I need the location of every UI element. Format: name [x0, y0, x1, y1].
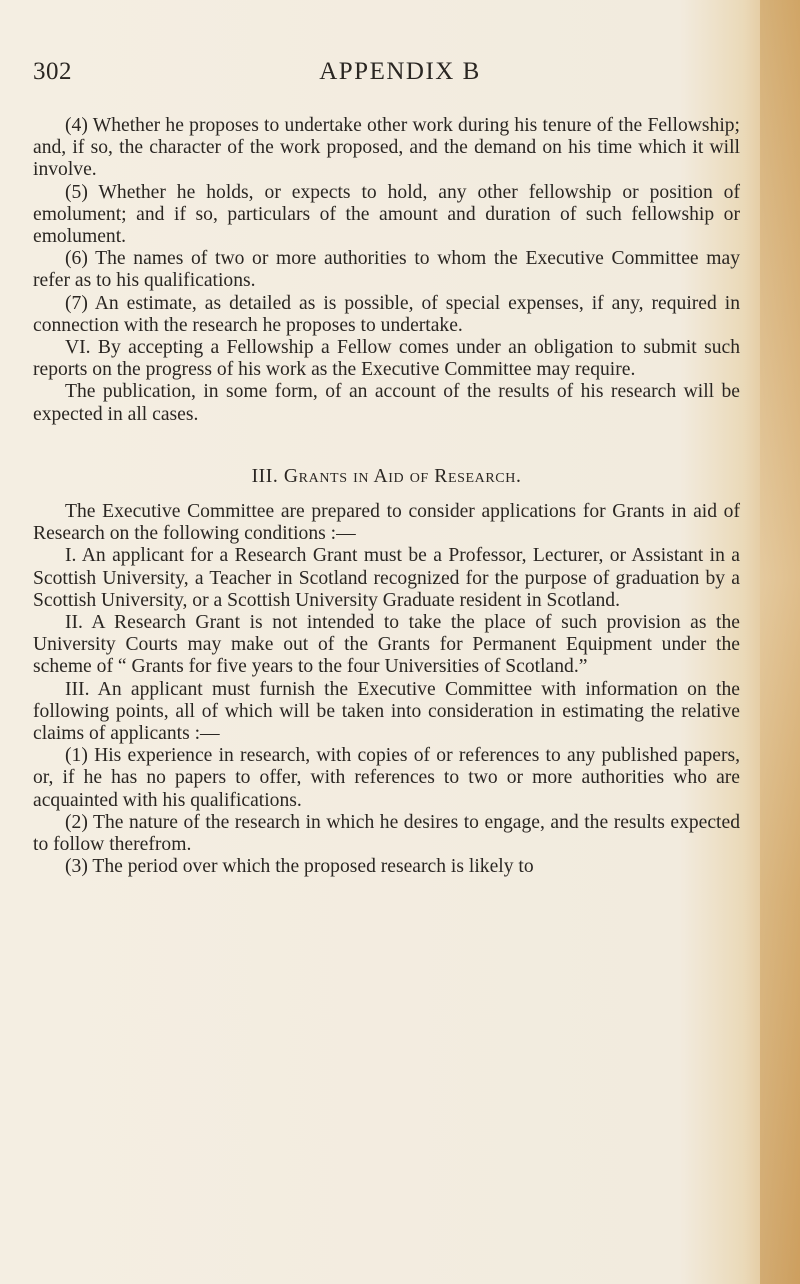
paragraph-clause-vi: VI. By accepting a Fellowship a Fellow comes under an obligation to submit such reports on the progress of his work as the Executive Committee may require. [33, 337, 740, 381]
page-number: 302 [33, 58, 72, 85]
paragraph-clause-i: I. An applicant for a Research Grant must be a Professor, Lecturer, or Assistant in a Scottish University, a Teacher in Scotland recognized for the purpose of graduation by a Scottish University, or a Scottish University Graduate resident in Scotland. [33, 545, 740, 611]
paragraph-item-1: (1) His experience in research, with copies of or references to any published papers, or, if he has no papers to offer, with references to two or more authorities who are acquainted with his qualifications. [33, 745, 740, 811]
paragraph-item-3: (3) The period over which the proposed research is likely to [65, 856, 534, 878]
paragraph-clause-ii: II. A Research Grant is not intended to take the place of such provision as the University Courts may make out of the Grants for Permanent Equipment under the scheme of “ Grants for five years to the four Universities of Scotland.” [33, 612, 740, 678]
page-header [0, 58, 800, 90]
body-text [33, 115, 740, 879]
paragraph-item-7: (7) An estimate, as detailed as is possible, of special expenses, if any, required in connection with the research he proposes to undertake. [33, 292, 740, 336]
paragraph-item-6: (6) The names of two or more authorities to whom the Executive Committee may refer as to his qualifications. [33, 248, 740, 292]
paragraph-intro: The Executive Committee are prepared to consider applications for Grants in aid of Research on the following conditions :— [33, 501, 740, 545]
paragraph-item-2: (2) The nature of the research in which he desires to engage, and the results expected to follow therefrom. [33, 811, 740, 856]
section-heading: III. Grants in Aid of Research. [251, 465, 522, 487]
running-head: APPENDIX B [319, 58, 481, 85]
paragraph-item-4: (4) Whether he proposes to undertake other work during his tenure of the Fellowship; and, if so, the character of the work proposed, and the demand on his time which it will involve. [33, 115, 740, 181]
paragraph-item-5: (5) Whether he holds, or expects to hold, any other fellowship or position of emolument; and if so, particulars of the amount and duration of such fellowship or emolument. [33, 181, 740, 248]
page-edge-stain [760, 0, 800, 1284]
paragraph-publication: The publication, in some form, of an account of the results of his research will be expected in all cases. [33, 381, 740, 425]
paragraph-clause-iii: III. An applicant must furnish the Executive Committee with information on the following points, all of which will be taken into consideration in estimating the relative claims of applicants :— [33, 678, 740, 745]
